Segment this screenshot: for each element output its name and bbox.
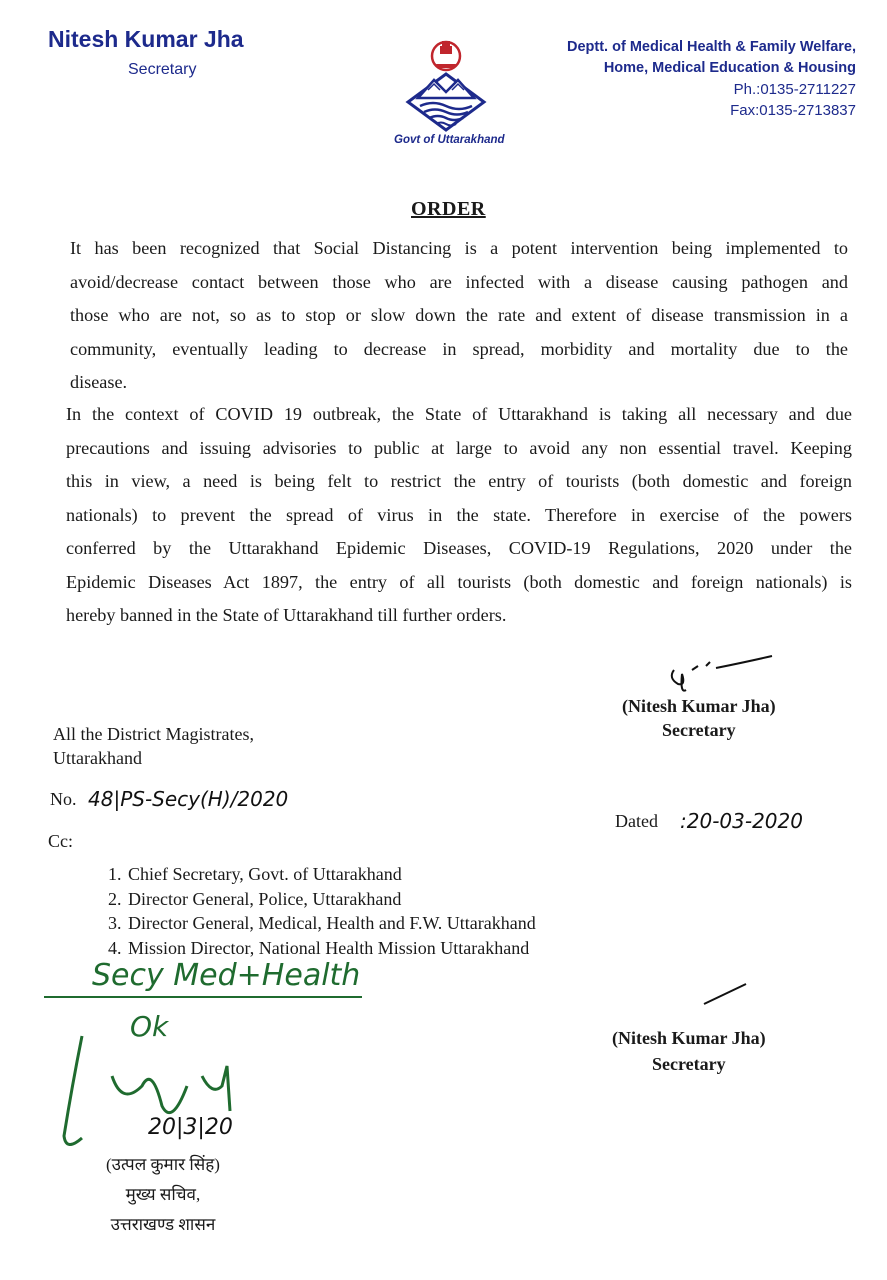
signatory-name: (Nitesh Kumar Jha) bbox=[612, 1028, 766, 1048]
paragraph-line: In the context of COVID 19 outbreak, the State of Uttarakhand is taking all necessary and due bbox=[66, 404, 852, 424]
addressee-line-1: All the District Magistrates, bbox=[53, 724, 254, 744]
paragraph-line: Epidemic Diseases Act 1897, the entry of all tourists (both domestic and foreign nationals) is bbox=[66, 571, 852, 592]
department-block bbox=[567, 37, 856, 121]
signatory-title: Secretary bbox=[652, 1054, 726, 1074]
cc-item: 3. Director General, Medical, Health and F.W. Uttarakhand bbox=[126, 911, 536, 936]
cc-item: 4. Mission Director, National Health Mission Uttarakhand bbox=[126, 936, 536, 961]
order-paragraph-1 bbox=[70, 232, 848, 400]
paragraph-line: nationals) to prevent the spread of virus in the state. Therefore in exercise of the powers bbox=[66, 504, 852, 525]
signatory-block-1 bbox=[622, 694, 776, 742]
paragraph-line: avoid/decrease contact between those who are infected with a disease causing pathogen and bbox=[70, 271, 848, 292]
paragraph-line: those who are not, so as to stop or slow down the rate and extent of disease transmission in a bbox=[70, 305, 848, 325]
dated-label: Dated bbox=[615, 811, 658, 831]
paragraph-line: hereby banned in the State of Uttarakhand till further orders. bbox=[66, 605, 507, 625]
handwritten-underline bbox=[44, 996, 362, 998]
paragraph-line: It has been recognized that Social Distancing is a potent intervention being implemented to bbox=[70, 238, 848, 258]
stamp-line-3: उत्तराखण्ड शासन bbox=[110, 1215, 216, 1234]
paragraph-line: community, eventually leading to decrease in spread, morbidity and mortality due to the bbox=[70, 338, 848, 359]
phone-number: Ph.:0135-2711227 bbox=[733, 81, 856, 98]
sender-title: Secretary bbox=[128, 61, 197, 78]
paragraph-line: this in view, a need is being felt to restrict the entry of tourists (both domestic and foreign bbox=[66, 471, 852, 491]
reference-number: 48|PS-Secy(H)/2020 bbox=[88, 787, 289, 811]
dept-line-1: Deptt. of Medical Health & Family Welfare, bbox=[567, 39, 856, 55]
cc-list bbox=[100, 862, 536, 960]
signatory-title: Secretary bbox=[662, 720, 736, 740]
official-stamp bbox=[106, 1150, 220, 1240]
signatory-block-2 bbox=[612, 1025, 766, 1077]
dated-value: :20-03-2020 bbox=[680, 809, 803, 833]
green-signature-icon bbox=[52, 1026, 302, 1166]
handwritten-note: Secy Med+Health bbox=[92, 958, 361, 993]
signatory-name: (Nitesh Kumar Jha) bbox=[622, 696, 776, 716]
dept-line-2: Home, Medical Education & Housing bbox=[603, 60, 856, 76]
uttarakhand-emblem-icon bbox=[396, 32, 496, 132]
order-paragraph-2 bbox=[66, 398, 852, 633]
stamp-line-1: (उत्पल कुमार सिंह) bbox=[106, 1155, 220, 1174]
paragraph-line: disease. bbox=[70, 372, 128, 392]
paragraph-line: conferred by the Uttarakhand Epidemic Diseases, COVID-19 Regulations, 2020 under the bbox=[66, 538, 852, 558]
sender-name: Nitesh Kumar Jha bbox=[48, 26, 244, 52]
stamp-line-2: मुख्य सचिव, bbox=[125, 1185, 201, 1204]
addressee-block bbox=[53, 722, 254, 770]
handwritten-ok: Ok bbox=[130, 1010, 169, 1043]
cc-label: Cc: bbox=[48, 831, 73, 851]
addressee-line-2: Uttarakhand bbox=[53, 748, 142, 768]
emblem-caption: Govt of Uttarakhand bbox=[394, 134, 505, 146]
fax-number: Fax:0135-2713837 bbox=[730, 102, 856, 119]
cc-item: 2. Director General, Police, Uttarakhand bbox=[126, 887, 536, 912]
order-heading: ORDER bbox=[411, 198, 486, 220]
handwritten-date: 20|3|20 bbox=[148, 1115, 233, 1140]
reference-label: No. bbox=[50, 789, 77, 809]
cc-item: 1. Chief Secretary, Govt. of Uttarakhand bbox=[126, 862, 536, 887]
paragraph-line: precautions and issuing advisories to public at large to avoid any non essential travel. Keeping bbox=[66, 437, 852, 458]
signature-mark-2 bbox=[700, 980, 750, 1010]
signature-mark-1 bbox=[656, 648, 786, 698]
